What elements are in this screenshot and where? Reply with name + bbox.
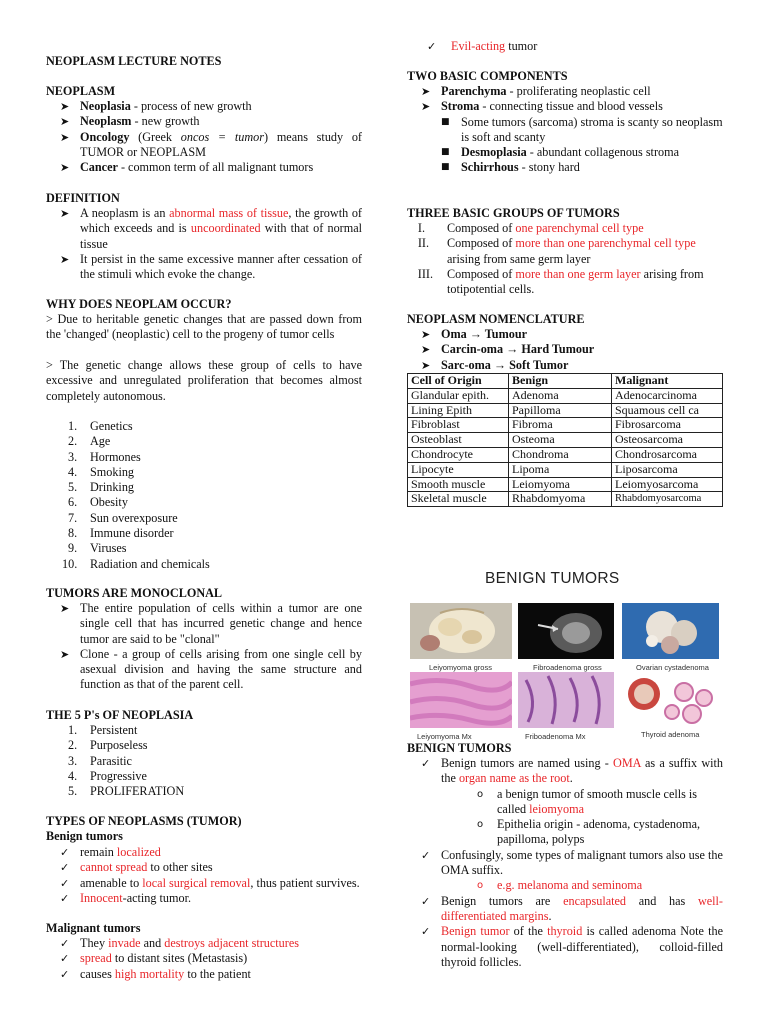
list-item: ➤ Parenchyma - proliferating neoplastic cell	[421, 84, 651, 98]
monoclonal-heading: TUMORS ARE MONOCLONAL	[46, 586, 223, 600]
list-item: ✓ causes high mortality to the patient	[60, 966, 251, 981]
table-cell: Lining Epith	[408, 403, 509, 418]
malignant-types-heading: Malignant tumors	[46, 921, 141, 935]
table-row	[408, 388, 723, 403]
list-item: ■ Some tumors (sarcoma) stroma is scanty so neoplasm is soft and scanty	[441, 114, 723, 144]
malignant-types-list	[46, 936, 362, 982]
table-header-cell: Malignant	[612, 374, 723, 389]
list-item: 8. Immune disorder	[68, 526, 174, 541]
list-item: 2. Age	[68, 434, 111, 449]
list-item: ➤ A neoplasm is an abnormal mass of tissue, the growth of which exceeds and is uncoordinated with that of normal tissue	[60, 206, 362, 251]
table-header-cell: Cell of Origin	[408, 374, 509, 389]
list-item: ➤ The entire population of cells within a tumor are one single cell that has incurred genetic change and hence tumor are said to be "clonal"	[60, 601, 362, 646]
neoplasm-heading: NEOPLASM	[46, 84, 116, 98]
fiveps-list	[46, 723, 362, 799]
list-item: ✓ Benign tumors are named using - OMA as a suffix with the organ name as the root.	[421, 756, 723, 786]
table-row	[408, 477, 723, 492]
list-item: 4. Smoking	[68, 464, 135, 479]
list-item: ✓ Confusingly, some types of malignant tumors also use the OMA suffix.	[421, 847, 723, 878]
list-item: ➤ Oma → Tumour	[421, 327, 528, 341]
list-item: 3. Hormones	[68, 449, 141, 464]
groups-heading: THREE BASIC GROUPS OF TUMORS	[407, 206, 620, 220]
table-header-row	[408, 374, 723, 389]
list-item: ✓ Benign tumors are encapsulated and has well-differentiated margins.	[421, 893, 723, 923]
ovarian-cystadenoma-image	[622, 603, 719, 659]
table-header-cell: Benign	[509, 374, 612, 389]
table-cell: Smooth muscle	[408, 477, 509, 492]
table-cell: Squamous cell ca	[612, 403, 723, 418]
table-cell: Papilloma	[509, 403, 612, 418]
causes-list	[46, 419, 362, 572]
table-cell: Fibroma	[509, 418, 612, 433]
list-item: ✓ Benign tumor of the thyroid is called adenoma Note the normal-looking (well-differentiated), colloid-filled thyroid follicles.	[421, 924, 723, 969]
leiomyoma-micro-image	[410, 672, 512, 728]
fiveps-heading: THE 5 P's OF NEOPLASIA	[46, 708, 194, 722]
table-cell: Glandular epith.	[408, 388, 509, 403]
why-heading: WHY DOES NEOPLAM OCCUR?	[46, 297, 232, 311]
list-item: o a benign tumor of smooth muscle cells is called leiomyoma	[477, 786, 698, 816]
list-item: 1. Genetics	[68, 419, 133, 433]
list-item: ➤ Sarc-oma → Soft Tumor	[421, 357, 569, 372]
list-item: ✓ amenable to local surgical removal, thus patient survives.	[60, 875, 360, 890]
list-item: ✓ They invade and destroys adjacent structures	[60, 936, 299, 950]
list-item: o Epithelia origin - adenoma, cystadenoma, papilloma, polyps	[477, 817, 701, 847]
table-cell: Lipoma	[509, 462, 612, 477]
fibroadenoma-gross-image	[518, 603, 614, 659]
benign-types-list	[46, 845, 362, 906]
table-cell: Fibroblast	[408, 418, 509, 433]
list-item: ➤ Neoplasia - process of new growth	[60, 99, 252, 113]
why-paragraph-1: > Due to heritable genetic changes that are passed down from the 'changed' (neoplastic) cell to the progeny of tumor cells	[46, 312, 362, 342]
table-cell: Chondrocyte	[408, 447, 509, 462]
groups-list	[407, 221, 723, 297]
list-item: ➤ Oncology (Greek oncos = tumor) means study of TUMOR or NEOPLASM	[60, 129, 362, 159]
list-item: ➤ Carcin-oma → Hard Tumour	[421, 342, 595, 357]
list-item: 2. Purposeless	[68, 738, 148, 753]
table-row	[408, 418, 723, 433]
benign-heading: BENIGN TUMORS	[407, 741, 512, 755]
list-item: ■ Schirrhous - stony hard	[441, 160, 580, 175]
table-row	[408, 492, 723, 507]
table-cell: Adenoma	[509, 388, 612, 403]
list-item: 6. Obesity	[68, 495, 128, 510]
benign-types-heading: Benign tumors	[46, 829, 123, 843]
table-cell: Chondrosarcoma	[612, 447, 723, 462]
list-item: 7. Sun overexposure	[68, 510, 178, 525]
list-item: III. Composed of more than one germ layer arising from totipotential cells.	[417, 266, 704, 297]
table-cell: Leiomyoma	[509, 477, 612, 492]
table-cell: Rhabdomyoma	[509, 492, 612, 507]
list-item: ✓ cannot spread to other sites	[60, 860, 213, 875]
figure-caption: Friboadenoma Mx	[525, 732, 586, 741]
list-item: ■ Desmoplasia - abundant collagenous stroma	[441, 145, 679, 160]
list-item: 1. Persistent	[68, 723, 138, 737]
table-cell: Liposarcoma	[612, 462, 723, 477]
list-item: 4. Progressive	[68, 768, 147, 783]
list-item: ➤ Stroma - connecting tissue and blood vessels	[421, 99, 663, 114]
monoclonal-list	[46, 601, 362, 693]
definition-list	[46, 206, 362, 282]
table-cell: Rhabdomyosarcoma	[612, 492, 723, 507]
list-item: 3. Parasitic	[68, 753, 132, 768]
list-item: 5. Drinking	[68, 480, 135, 495]
list-item: ✓ remain localized	[60, 845, 161, 859]
types-heading: TYPES OF NEOPLASMS (TUMOR)	[46, 814, 242, 828]
table-cell: Osteosarcoma	[612, 433, 723, 448]
table-row	[408, 403, 723, 418]
components-list	[407, 84, 723, 176]
figure-caption: Leiyomyoma Mx	[417, 732, 472, 741]
table-cell: Osteoma	[509, 433, 612, 448]
table-row	[408, 433, 723, 448]
why-paragraph-2: > The genetic change allows these group of cells to have excessive and unregulated proliferation that becomes almost completely autonomous.	[46, 358, 362, 403]
table-cell: Fibrosarcoma	[612, 418, 723, 433]
definition-heading: DEFINITION	[46, 191, 120, 205]
table-row	[408, 447, 723, 462]
list-item: I. Composed of one parenchymal cell type	[417, 221, 644, 235]
thyroid-adenoma-image	[622, 672, 719, 728]
nomenclature-list	[407, 327, 723, 373]
table-cell: Osteoblast	[408, 433, 509, 448]
components-heading: TWO BASIC COMPONENTS	[407, 69, 568, 83]
list-item: ➤ Neoplasm - new growth	[60, 114, 200, 129]
nomenclature-table	[407, 373, 723, 507]
list-item: ➤ Clone - a group of cells arising from one single cell by asexual division and having the same structure and function as that of the parent cell.	[60, 646, 362, 692]
nomenclature-heading: NEOPLASM NOMENCLATURE	[407, 312, 585, 326]
list-item: 9. Viruses	[68, 541, 127, 556]
figure-caption: Thyroid adenoma	[641, 730, 700, 739]
leiomyoma-gross-image	[410, 603, 512, 659]
fibroadenoma-micro-image	[518, 672, 614, 728]
benign-list	[407, 756, 723, 970]
table-row	[408, 462, 723, 477]
table-cell: Leiomyosarcoma	[612, 477, 723, 492]
figure-caption: Ovarian cystadenoma	[636, 663, 709, 672]
list-item: ✓ spread to distant sites (Metastasis)	[60, 951, 248, 966]
page-title: NEOPLASM LECTURE NOTES	[46, 54, 222, 68]
figure-title: BENIGN TUMORS	[485, 570, 620, 587]
list-item: ✓ Innocent-acting tumor.	[60, 890, 192, 905]
list-item: 5. PROLIFERATION	[68, 784, 185, 799]
table-cell: Skeletal muscle	[408, 492, 509, 507]
figure-caption: Fibroadenoma gross	[533, 663, 602, 672]
table-cell: Adenocarcinoma	[612, 388, 723, 403]
table-cell: Chondroma	[509, 447, 612, 462]
evil-acting-item: ✓ Evil-acting tumor	[427, 39, 538, 53]
list-item: 10. Radiation and chemicals	[62, 556, 210, 571]
list-item: II. Composed of more than one parenchymal cell type arising from same germ layer	[417, 236, 696, 266]
list-item: o e.g. melanoma and seminoma	[477, 878, 643, 893]
neoplasm-list	[46, 99, 362, 175]
figure-caption: Leiyomyoma gross	[429, 663, 492, 672]
list-item: ➤ It persist in the same excessive manner after cessation of the stimuli which evoke the change.	[60, 251, 362, 282]
list-item: ➤ Cancer - common term of all malignant tumors	[60, 160, 314, 175]
table-cell: Lipocyte	[408, 462, 509, 477]
